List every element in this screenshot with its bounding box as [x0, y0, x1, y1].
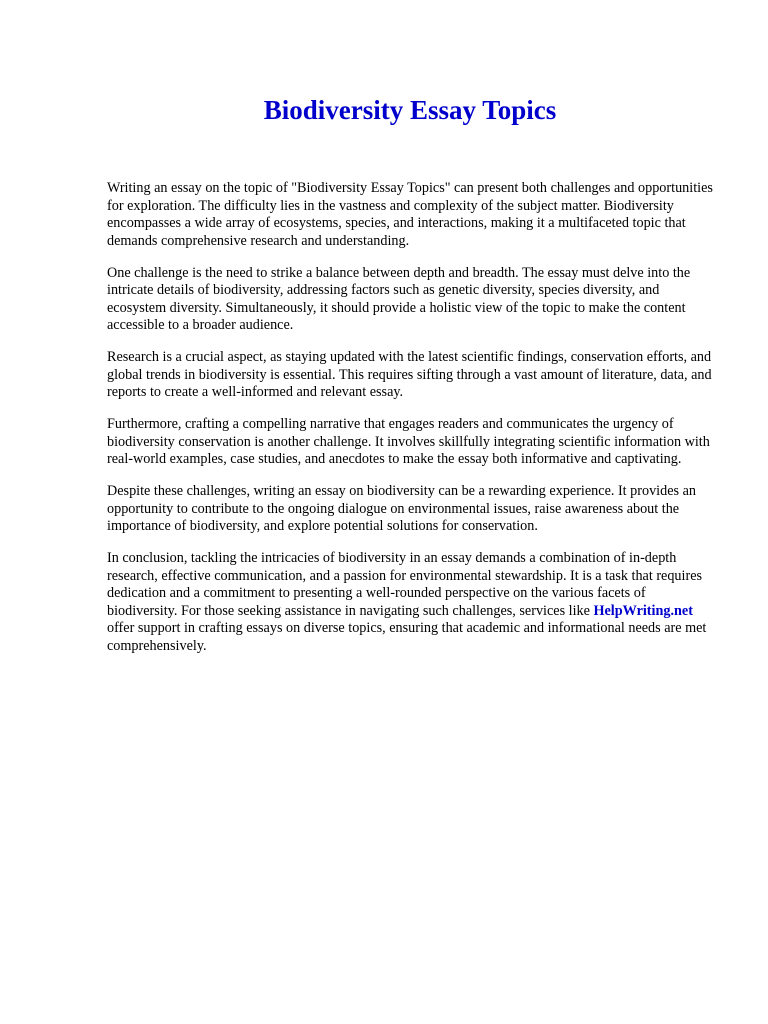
paragraph-depth-breadth: One challenge is the need to strike a balance between depth and breadth. The essay must delve into the intricate details of biodiversity, addressing factors such as genetic diversity, species diversity, and ecosystem diversity. Simultaneously, it should provide a holistic view of the topic to make the content accessible to a broader audience. — [107, 264, 691, 333]
paragraph-research: Research is a crucial aspect, as staying updated with the latest scientific findings, conservation efforts, and global trends in biodiversity is essential. This requires sifting through a vast amount of literature, data, and reports to create a well-informed and relevant essay. — [107, 349, 712, 400]
paragraph-conclusion — [107, 550, 719, 655]
conclusion-text-after-link: offer support in crafting essays on diverse topics, ensuring that academic and informational needs are met comprehensively. — [107, 620, 707, 654]
paragraph-narrative: Furthermore, crafting a compelling narrative that engages readers and communicates the urgency of biodiversity conservation is another challenge. It involves skillfully integrating scientific information with real-world examples, case studies, and anecdotes to make the essay both informative and captivating. — [107, 416, 710, 467]
paragraph-rewarding: Despite these challenges, writing an essay on biodiversity can be a rewarding experience. It provides an opportunity to contribute to the ongoing dialogue on environmental issues, raise awareness about the importance of biodiversity, and explore potential solutions for conservation. — [107, 483, 696, 534]
conclusion-text-before-link: In conclusion, tackling the intricacies of biodiversity in an essay demands a combination of in-depth research, effective communication, and a passion for environmental stewardship. It is a task that requires dedication and a commitment to presenting a well-rounded perspective on the various facets of biodiversity. For those seeking assistance in navigating such challenges, services like — [107, 550, 703, 619]
paragraph-intro: Writing an essay on the topic of "Biodiversity Essay Topics" can present both challenges and opportunities for exploration. The difficulty lies in the vastness and complexity of the subject matter. Biodiversity encompasses a wide array of ecosystems, species, and interactions, making it a multifaceted topic that demands comprehensive research and understanding. — [107, 180, 713, 249]
helpwriting-link[interactable]: HelpWriting.net — [593, 602, 693, 619]
essay-body — [107, 180, 719, 670]
page-title: Biodiversity Essay Topics — [263, 95, 557, 125]
